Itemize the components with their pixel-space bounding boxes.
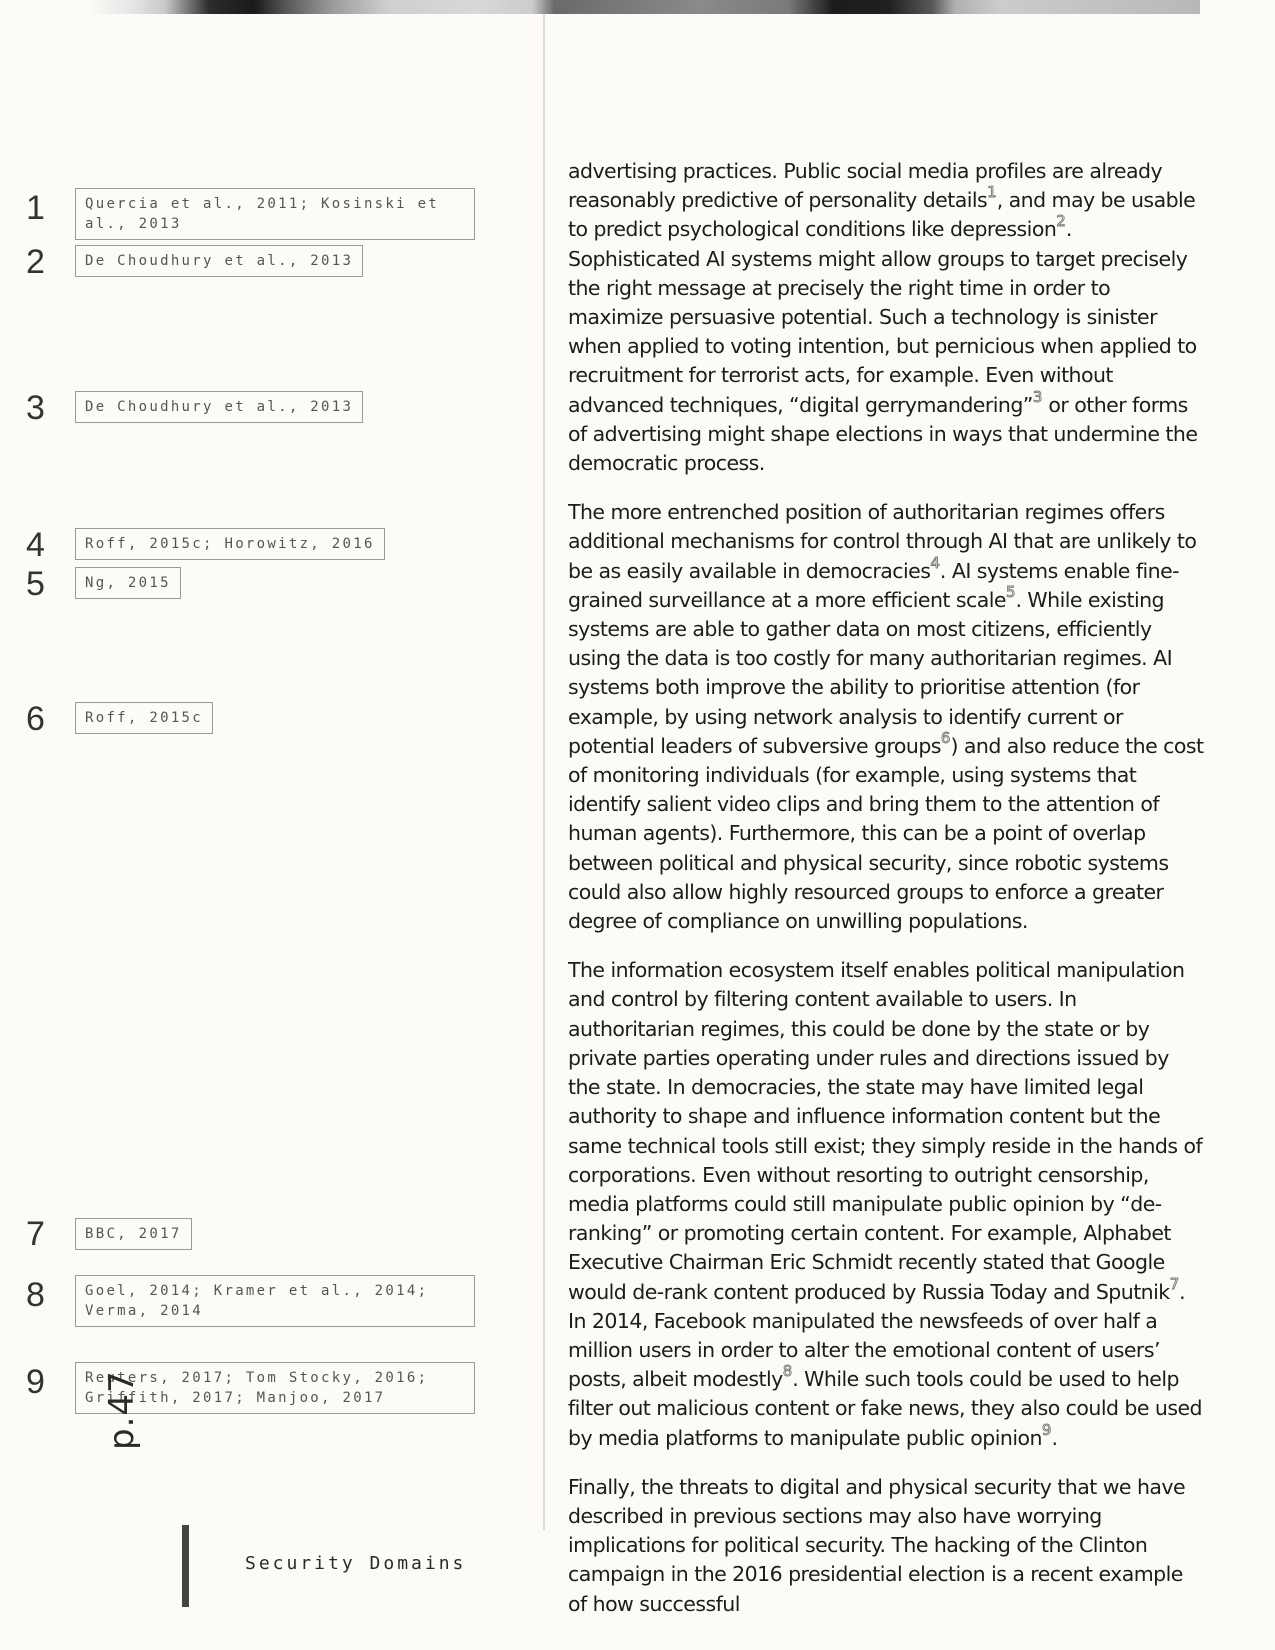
footnote-ref-6[interactable]: 6	[940, 728, 951, 747]
body-paragraph-3	[568, 956, 1206, 1452]
footnote-number-5: 5	[26, 565, 45, 603]
footnote-citation-5: Ng, 2015	[75, 567, 181, 599]
p1-text-a: advertising practices. Public social media profiles are already reasonably predictive of personality details	[568, 159, 1163, 213]
footnote-citation-7: BBC, 2017	[75, 1218, 192, 1250]
footnote-ref-3[interactable]: 3	[1032, 387, 1043, 406]
p3-text-c: . While such tools could be used to help filter out malicious content or fake news, they also could be used by media platforms to manipulate public opinion	[568, 1367, 1202, 1450]
footnote-number-9: 9	[26, 1363, 45, 1401]
p2-text-d: ) and also reduce the cost of monitoring individuals (for example, using systems that identify salient video clips and bring them to the attention of human agents). Furthermore, this can be a point of overlap between political and physical security, since robotic systems could also allow highly resourced groups to enforce a greater degree of compliance on unwilling populations.	[568, 733, 1204, 934]
footnote-ref-2[interactable]: 2	[1056, 212, 1066, 231]
footnote-number-3: 3	[26, 389, 45, 427]
footnote-citation-8: Goel, 2014; Kramer et al., 2014; Verma, 2014	[75, 1275, 475, 1327]
footnote-ref-5[interactable]: 5	[1005, 582, 1016, 601]
footnote-citation-2: De Choudhury et al., 2013	[75, 245, 363, 277]
footnote-ref-1[interactable]: 1	[987, 183, 997, 202]
p2-text-c: . While existing systems are able to gather data on most citizens, efficiently using the data is too costly for many authoritarian regimes. AI systems both improve the ability to prioritise attention (for example, by using network analysis to identify current or potential leaders of subversive groups	[568, 587, 1173, 758]
footnote-ref-7[interactable]: 7	[1169, 1274, 1180, 1293]
top-gradient-bar	[87, 0, 1200, 14]
column-divider	[543, 14, 545, 1530]
footnote-ref-9[interactable]: 9	[1041, 1420, 1052, 1439]
footnote-citation-9: Reuters, 2017; Tom Stocky, 2016; Griffith, 2017; Manjoo, 2017	[75, 1362, 475, 1414]
footnote-ref-8[interactable]: 8	[782, 1362, 793, 1381]
footnote-number-7: 7	[26, 1215, 45, 1253]
p1-text-c: . Sophisticated AI systems might allow groups to target precisely the right message at precisely the right time in order to maximize persuasive potential. Such a technology is sinister when applied to voting intention, but pernicious when applied to recruitment for terrorist acts, for example. Even without advanced techniques, “digital gerrymandering”	[568, 217, 1197, 417]
footnote-citation-6: Roff, 2015c	[75, 702, 213, 734]
body-paragraph-4: Finally, the threats to digital and physical security that we have described in previous sections may also have worrying implications for political security. The hacking of the Clinton campaign in the 2016 presidential election is a recent example of how successful	[568, 1474, 1186, 1616]
p1-text-b: , and may be usable to predict psychological conditions like depression	[568, 188, 1196, 242]
footnote-number-8: 8	[26, 1276, 45, 1314]
body-paragraph-1	[568, 157, 1206, 478]
footnote-citation-1: Quercia et al., 2011; Kosinski et al., 2013	[75, 188, 475, 240]
p2-text-a: The more entrenched position of authoritarian regimes offers additional mechanisms for control through AI that are unlikely to be as easily available in democracies	[568, 500, 1197, 583]
p1-text-d: or other forms of advertising might shape elections in ways that undermine the democratic process.	[568, 392, 1198, 476]
footnote-citation-4: Roff, 2015c; Horowitz, 2016	[75, 528, 385, 560]
section-title: Security Domains	[245, 1553, 467, 1574]
footnote-number-4: 4	[26, 526, 45, 564]
footnote-number-2: 2	[26, 243, 45, 281]
p3-text-a: The information ecosystem itself enables political manipulation and control by filtering content available to users. In authoritarian regimes, this could be done by the state or by private parties operating under rules and directions issued by the state. In democracies, the state may have limited legal authority to shape and influence information content but the same technical tools still exist; they simply reside in the hands of corporations. Even without resorting to outright censorship, media platforms could still manipulate public opinion by “de-ranking” or promoting certain content. For example, Alphabet Executive Chairman Eric Schmidt recently stated that Google would de-rank content produced by Russia Today and Sputnik	[568, 958, 1203, 1304]
p2-text-b: . AI systems enable fine-grained surveillance at a more efficient scale	[568, 558, 1180, 612]
p3-text-d: .	[1051, 1425, 1058, 1450]
p3-text-b: . In 2014, Facebook manipulated the newsfeeds of over half a million users in order to alter the emotional content of users’ posts, albeit modestly	[568, 1279, 1186, 1392]
body-paragraph-2	[568, 498, 1206, 936]
footnote-number-6: 6	[26, 700, 45, 738]
footer-vertical-bar	[182, 1525, 189, 1607]
footnote-citation-3: De Choudhury et al., 2013	[75, 391, 363, 423]
footnote-number-1: 1	[26, 189, 45, 227]
footnote-ref-4[interactable]: 4	[930, 553, 940, 572]
page-number: p.47	[102, 1370, 142, 1450]
main-text-column	[568, 157, 1206, 1639]
